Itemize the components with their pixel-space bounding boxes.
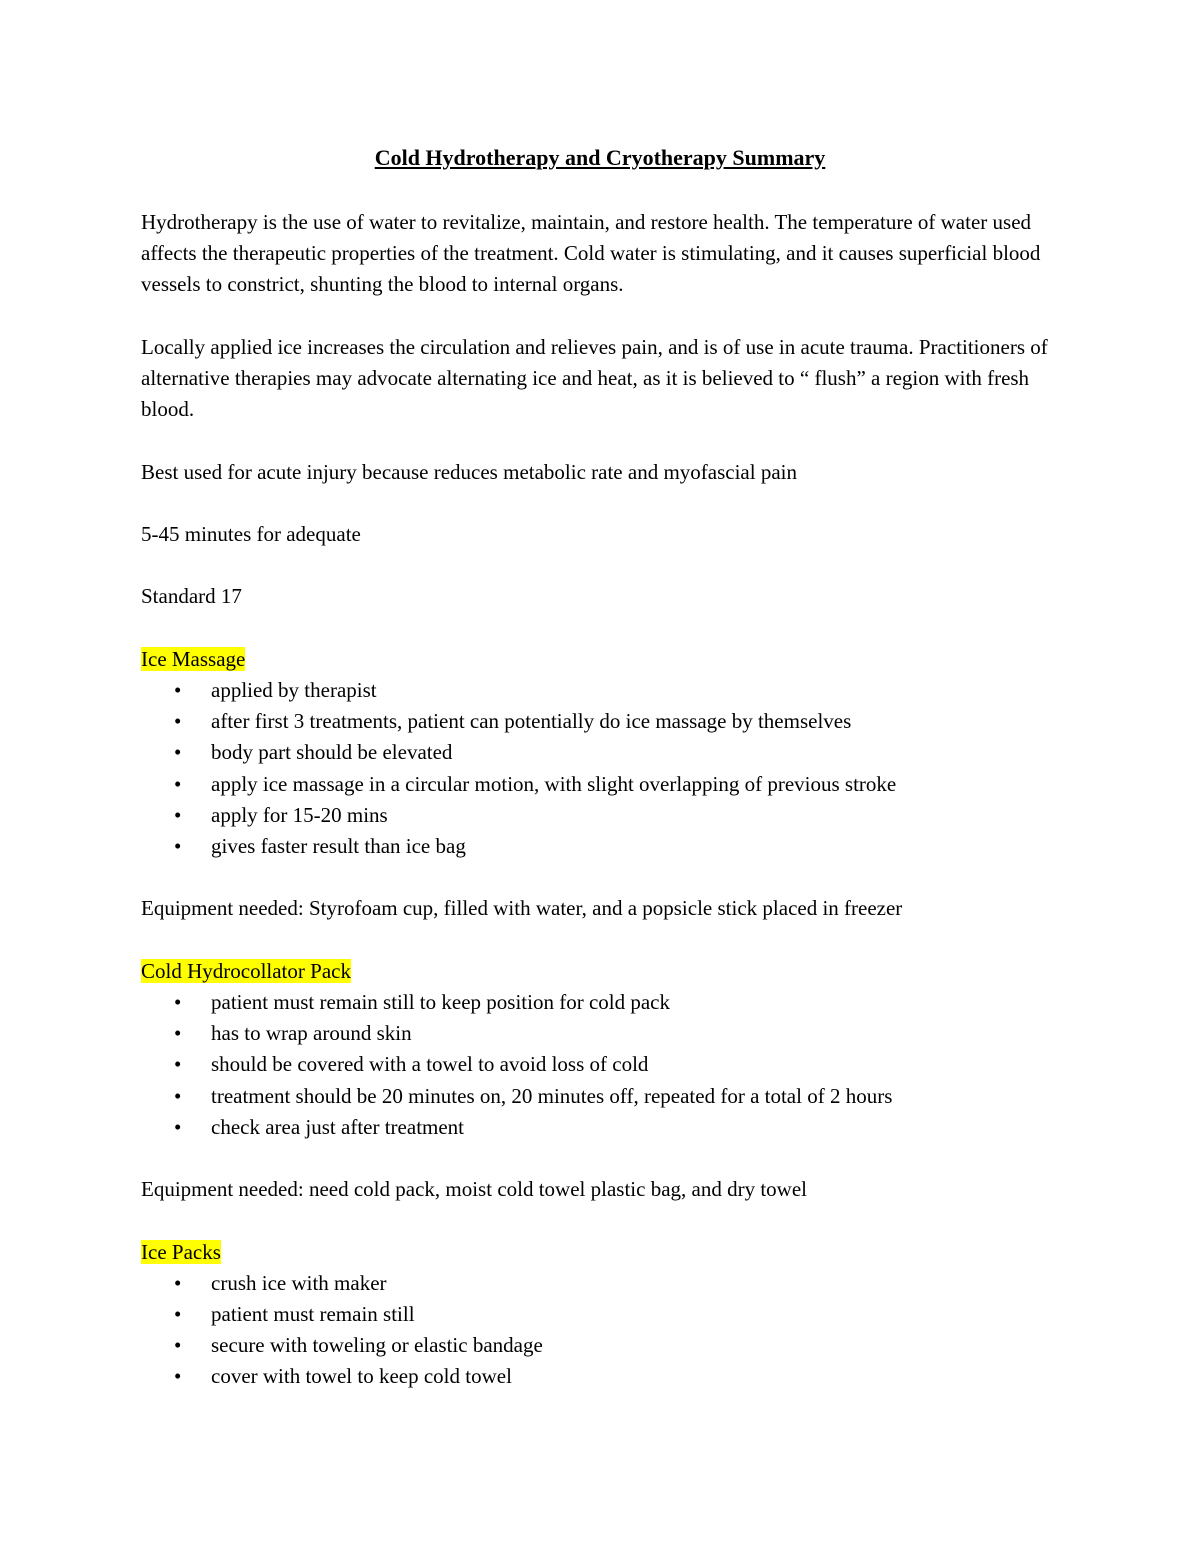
bullet-icon: •	[174, 1301, 182, 1326]
highlighted-heading-text: Ice Massage	[141, 646, 246, 671]
ice-packs-list	[141, 1268, 1061, 1393]
list-item	[141, 1049, 1061, 1080]
list-item-text: gives faster result than ice bag	[211, 833, 466, 858]
list-item	[141, 1018, 1061, 1049]
cold-hydrocollator-list	[141, 987, 1061, 1143]
equipment-ice-massage: Equipment needed: Styrofoam cup, filled with water, and a popsicle stick placed in freezer	[141, 896, 903, 921]
list-item	[141, 831, 1061, 862]
intro-paragraph-standard: Standard 17	[141, 584, 242, 609]
list-item	[141, 800, 1061, 831]
list-item-text: apply ice massage in a circular motion, with slight overlapping of previous stroke	[211, 771, 897, 796]
bullet-icon: •	[174, 1270, 182, 1295]
intro-paragraph-duration: 5-45 minutes for adequate	[141, 521, 361, 546]
list-item	[141, 737, 1061, 768]
bullet-icon: •	[174, 1083, 182, 1108]
intro-paragraph-local-ice: Locally applied ice increases the circulation and relieves pain, and is of use in acute trauma. Practitioners of alternative therapies may advocate alternating ice and heat, as it is believed to “ flush” a region with fresh blood.	[141, 334, 1048, 422]
list-item-text: after first 3 treatments, patient can potentially do ice massage by themselves	[211, 709, 852, 734]
highlighted-heading-text: Ice Packs	[141, 1239, 221, 1264]
bullet-icon: •	[174, 1021, 182, 1046]
bullet-icon: •	[174, 1114, 182, 1139]
bullet-icon: •	[174, 989, 182, 1014]
ice-massage-list	[141, 675, 1061, 862]
list-item-text: patient must remain still to keep position for cold pack	[211, 989, 670, 1014]
bullet-icon: •	[174, 1333, 182, 1358]
bullet-icon: •	[174, 1364, 182, 1389]
list-item-text: treatment should be 20 minutes on, 20 minutes off, repeated for a total of 2 hours	[211, 1083, 893, 1108]
bullet-icon: •	[174, 709, 182, 734]
bullet-icon: •	[174, 833, 182, 858]
list-item-text: has to wrap around skin	[211, 1021, 412, 1046]
intro-paragraph-hydrotherapy: Hydrotherapy is the use of water to revitalize, maintain, and restore health. The temperature of water used affects the therapeutic properties of the treatment. Cold water is stimulating, and it causes superficial blood vessels to constrict, shunting the blood to internal organs.	[141, 210, 1041, 297]
section-heading-ice-packs	[141, 1237, 1061, 1268]
bullet-icon: •	[174, 677, 182, 702]
intro-paragraph-acute-injury: Best used for acute injury because reduces metabolic rate and myofascial pain	[141, 459, 797, 484]
section-heading-cold-hydrocollator-pack	[141, 956, 1061, 987]
list-item-text: body part should be elevated	[211, 740, 453, 765]
list-item	[141, 1112, 1061, 1143]
list-item-text: applied by therapist	[211, 677, 377, 702]
list-item	[141, 706, 1061, 737]
list-item-text: cover with towel to keep cold towel	[211, 1364, 512, 1389]
list-item-text: should be covered with a towel to avoid loss of cold	[211, 1052, 649, 1077]
list-item	[141, 987, 1061, 1018]
equipment-cold-hydrocollator: Equipment needed: need cold pack, moist cold towel plastic bag, and dry towel	[141, 1177, 807, 1202]
list-item	[141, 769, 1061, 800]
list-item-text: check area just after treatment	[211, 1114, 465, 1139]
bullet-icon: •	[174, 740, 182, 765]
list-item	[141, 1361, 1061, 1392]
list-item	[141, 1330, 1061, 1361]
highlighted-heading-text: Cold Hydrocollator Pack	[141, 958, 351, 983]
bullet-icon: •	[174, 1052, 182, 1077]
list-item-text: crush ice with maker	[211, 1270, 387, 1295]
list-item	[141, 1081, 1061, 1112]
section-heading-ice-massage	[141, 644, 1061, 675]
list-item-text: secure with toweling or elastic bandage	[211, 1333, 543, 1358]
list-item-text: patient must remain still	[211, 1301, 415, 1326]
list-item-text: apply for 15-20 mins	[211, 802, 388, 827]
document-body	[141, 207, 1061, 1393]
bullet-icon: •	[174, 771, 182, 796]
list-item	[141, 1268, 1061, 1299]
list-item	[141, 1299, 1061, 1330]
document-title: Cold Hydrotherapy and Cryotherapy Summary	[374, 145, 826, 170]
list-item	[141, 675, 1061, 706]
bullet-icon: •	[174, 802, 182, 827]
